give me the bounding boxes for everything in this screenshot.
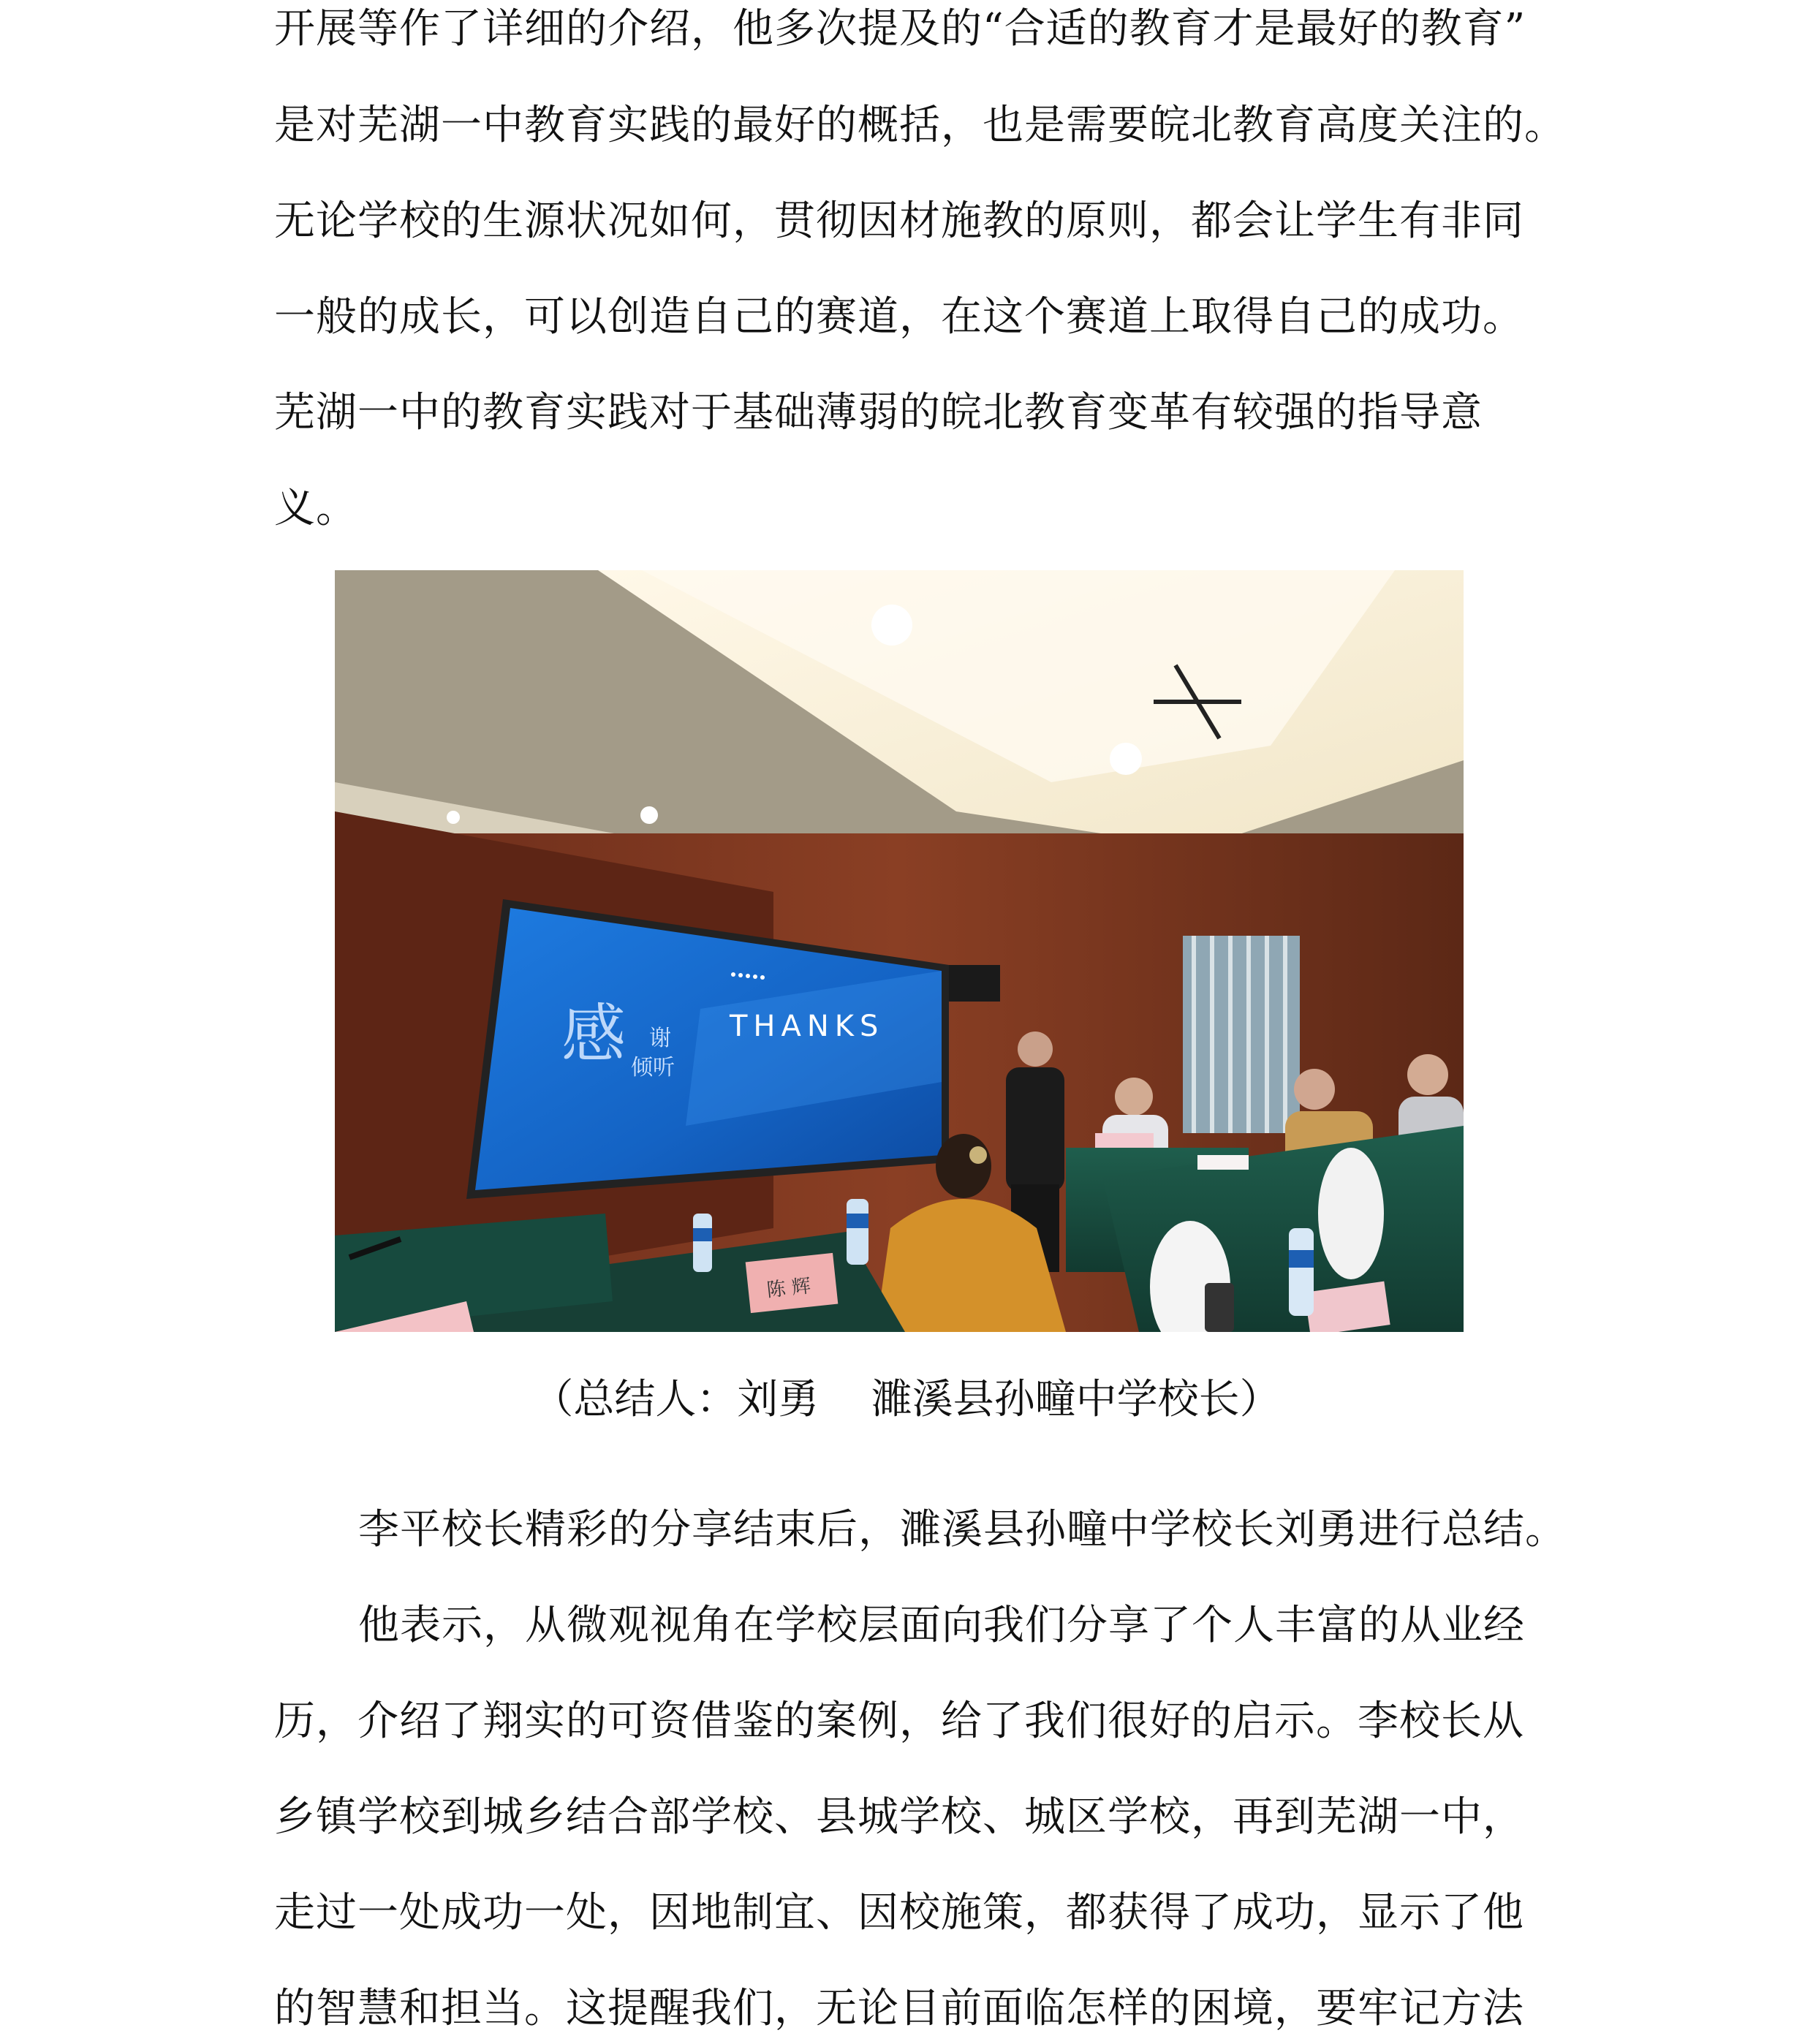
- screen-subtext: 谢: [649, 1026, 671, 1051]
- text-line: 他表示，从微观视角在学校层面向我们分享了个人丰富的从业经: [358, 1602, 1525, 1649]
- screen-thanks-text: THANKS: [730, 1010, 885, 1043]
- text-line: 的智慧和担当。这提醒我们，无论目前面临怎样的困境，要牢记方法: [274, 1985, 1524, 2032]
- screen-subtext: 倾听: [631, 1055, 675, 1080]
- text-line: 李平校长精彩的分享结束后，濉溪县孙疃中学校长刘勇进行总结。: [358, 1506, 1567, 1553]
- meeting-photo: [335, 570, 1464, 1332]
- text-line: 芜湖一中的教育实践对于基础薄弱的皖北教育变革有较强的指导意: [274, 389, 1483, 436]
- name-card-text: 陈 辉: [765, 1275, 812, 1302]
- text-line: 是对芜湖一中教育实践的最好的概括，也是需要皖北教育高度关注的。: [274, 102, 1566, 149]
- text-line: 开展等作了详细的介绍，他多次提及的“合适的教育才是最好的教育”: [274, 5, 1526, 53]
- text-line: 走过一处成功一处，因地制宜、因校施策，都获得了成功，显示了他: [274, 1889, 1524, 1937]
- text-line: 一般的成长，可以创造自己的赛道，在这个赛道上取得自己的成功。: [274, 293, 1524, 341]
- text-line: 义。: [274, 485, 357, 532]
- screen-calligraphy-text: 感: [561, 996, 627, 1072]
- text-line: 历，介绍了翔实的可资借鉴的案例，给了我们很好的启示。李校长从: [274, 1697, 1524, 1745]
- photo-caption: （总结人：刘勇 濉溪县孙疃中学校长）: [532, 1376, 1281, 1423]
- text-line: 无论学校的生源状况如何，贯彻因材施教的原则，都会让学生有非同: [274, 197, 1524, 245]
- text-line: 乡镇学校到城乡结合部学校、县城学校、城区学校，再到芜湖一中，: [274, 1793, 1524, 1841]
